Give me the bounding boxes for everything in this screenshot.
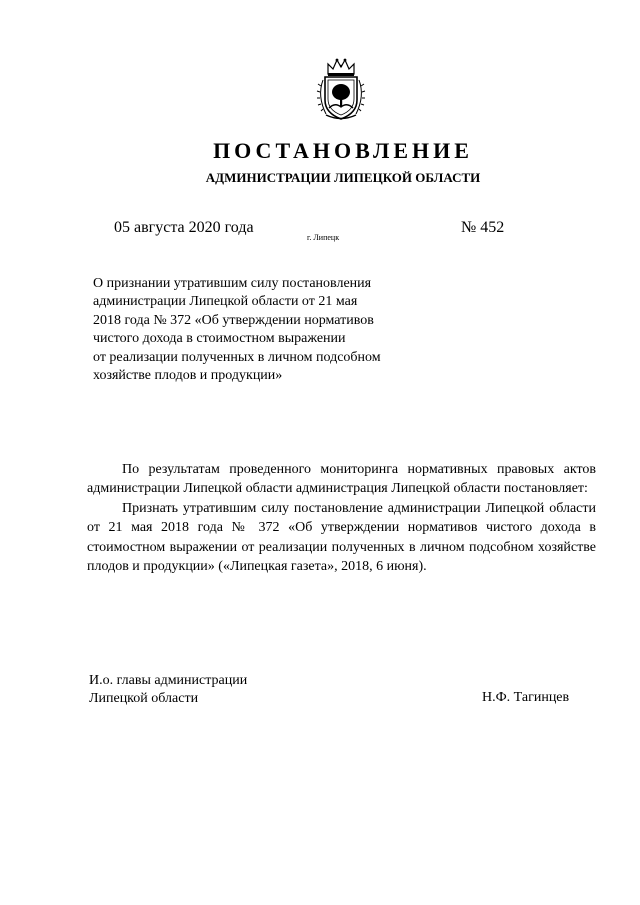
signer-title (89, 672, 247, 709)
lipetsk-region-coat-of-arms-icon (314, 56, 368, 122)
document-type-heading: ПОСТАНОВЛЕНИЕ (213, 138, 473, 163)
document-number: № 452 (461, 219, 505, 236)
signer-title-line: Липецкой области (89, 691, 199, 707)
subject-line: 2018 года № 372 «Об утверждении нормативов (93, 312, 374, 328)
body-paragraph-resolution: Признать утратившим силу постановление администрации Липецкой области от 21 мая 2018 года № 372 «Об утверждении нормативов чистого дохода в стоимостном выражении от реализации полученных в личном подсобном хозяйстве плодов и продукции» («Липецкая газета», 2018, 6 июня). (87, 500, 596, 575)
document-city: г. Липецк (307, 233, 340, 242)
subject-line: администрации Липецкой области от 21 мая (93, 294, 358, 310)
subject-line: О признании утратившим силу постановления (93, 276, 372, 291)
signer-title-line: И.о. главы администрации (89, 673, 248, 688)
subject-line: чистого дохода в стоимостном выражении (93, 331, 346, 347)
body-paragraph-preamble: По результатам проведенного мониторинга нормативных правовых актов администрации Липецкой области администрация Липецкой области постановляет: (87, 462, 596, 497)
document-date: 05 августа 2020 года (114, 219, 254, 236)
subject-line: хозяйстве плодов и продукции» (93, 368, 283, 384)
issuer-heading: АДМИНИСТРАЦИИ ЛИПЕЦКОЙ ОБЛАСТИ (205, 170, 481, 185)
document-body (87, 460, 596, 576)
document-subject (93, 275, 423, 385)
subject-line: от реализации полученных в личном подсобном (93, 349, 381, 365)
signer-name: Н.Ф. Тагинцев (482, 690, 570, 705)
